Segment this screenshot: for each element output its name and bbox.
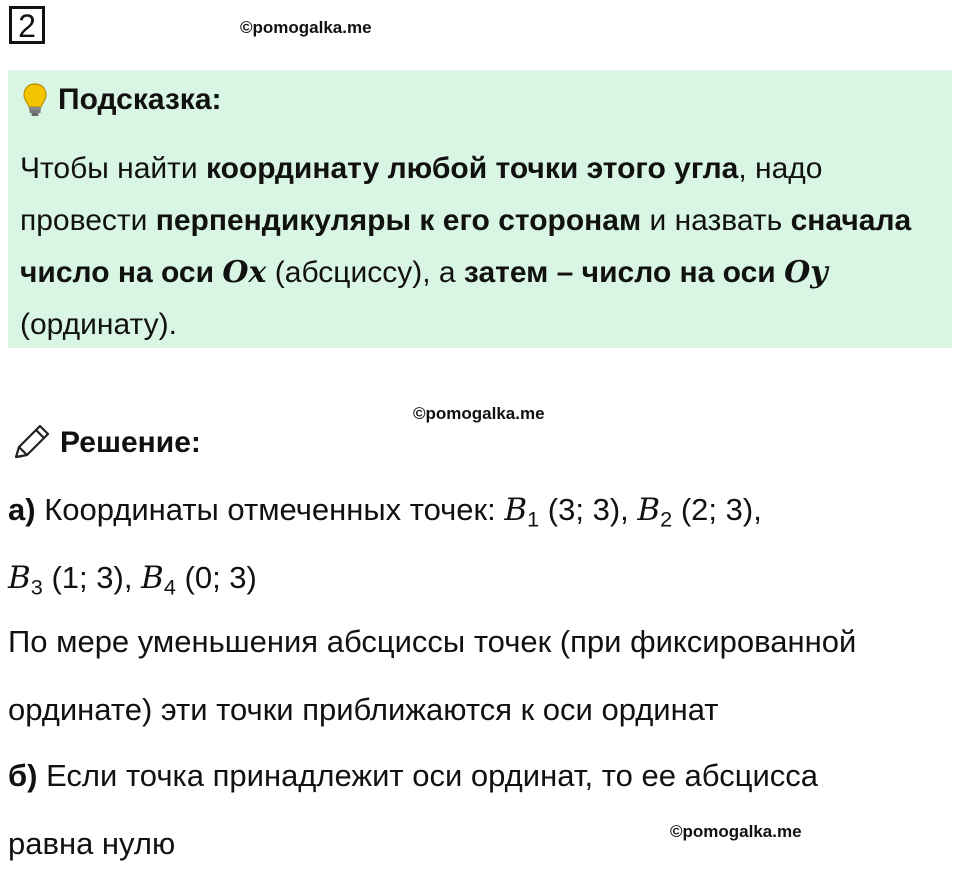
hint-header [22,82,222,118]
solution-header [10,423,201,463]
solution-title: Решение: [60,426,201,459]
lightbulb-icon [22,82,48,118]
hint-title: Подсказка: [58,83,222,116]
solution-line-points: $B_3$ (1; 3), $B_4$ (0; 3) [8,560,257,600]
axis-ox: Ox [222,255,267,290]
watermark-middle: ©pomogalka.me [413,404,545,423]
solution-line-b: б) Если точка принадлежит оси ординат, то ее абсцисса [8,758,819,793]
solution-line-a: а) Координаты отмеченных точек: $B_1$ (3; 3), $B_2$ (2; 3), [8,492,762,532]
task-number: 2 [9,6,45,44]
pencil-icon [10,423,52,463]
solution-line-6: равна нулю [8,826,176,861]
hint-text: Чтобы найти координату любой точки этого угла, надо провести перпендикуляры к его сторонам и назвать сначала число на оси Ox (абсциссу), а затем – число на оси Oy (ординату). [20,152,912,341]
watermark-top: ©pomogalka.me [240,18,372,37]
solution-line-3: По мере уменьшения абсциссы точек (при фиксированной [8,624,857,659]
solution-line-4: ординате) эти точки приближаются к оси ординат [8,692,719,727]
watermark-bottom: ©pomogalka.me [670,822,802,841]
axis-oy: Oy [784,255,828,290]
